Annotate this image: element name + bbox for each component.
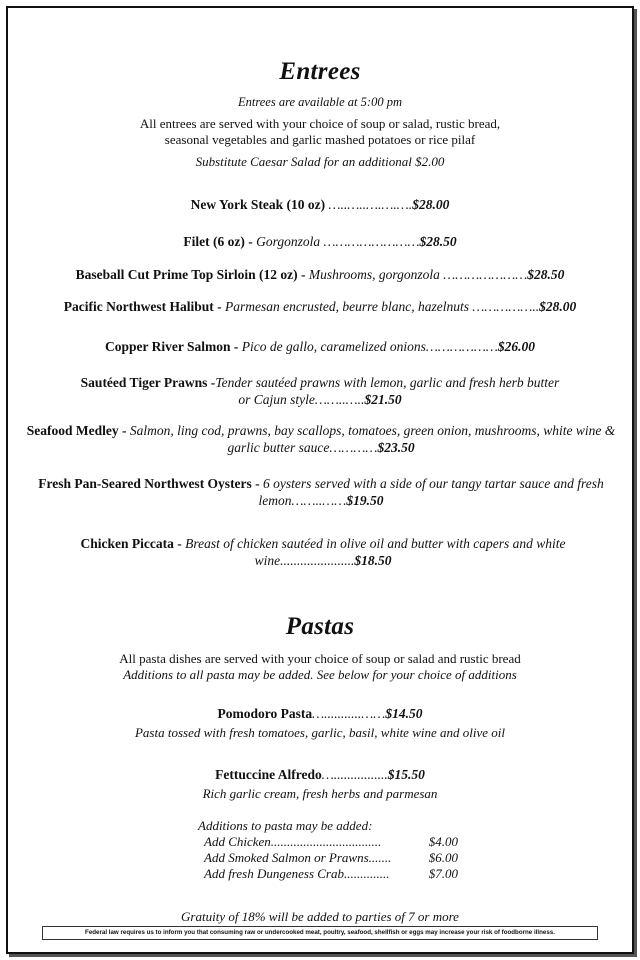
pasta-name: Fettuccine Alfredo	[215, 767, 322, 782]
entree-dots: ………………	[425, 339, 498, 354]
addition-dots: ..............	[344, 866, 390, 881]
entree-price: $28.50	[419, 234, 457, 249]
addition-row	[198, 850, 458, 866]
pasta-name: Pomodoro Pasta	[217, 706, 313, 721]
entree-item	[78, 374, 562, 408]
entree-item	[26, 422, 616, 456]
entree-price: $23.50	[377, 440, 415, 455]
entree-desc: Tender sautéed prawns with lemon, garlic and fresh herb butter or Cajun style	[215, 375, 560, 407]
pasta-item	[22, 766, 618, 783]
entree-item	[22, 266, 618, 283]
pastas-served-with: All pasta dishes are served with your choice of soup or salad and rustic bread	[119, 651, 521, 666]
entree-name: Seafood Medley -	[26, 423, 127, 438]
additions-title: Additions to pasta may be added:	[198, 818, 373, 833]
entree-name: Pacific Northwest Halibut -	[63, 299, 222, 314]
entree-item	[22, 298, 618, 315]
entrees-title: Entrees	[279, 58, 361, 85]
pasta-price: $15.50	[387, 767, 425, 782]
entree-name: Fresh Pan-Seared Northwest Oysters -	[38, 476, 260, 491]
entree-item	[22, 338, 618, 355]
entrees-served-with-line-1: All entrees are served with your choice of soup or salad, rustic bread,	[139, 116, 501, 131]
entree-desc: Pico de gallo, caramelized onions	[238, 339, 426, 354]
entree-item	[22, 233, 618, 250]
addition-row	[198, 866, 458, 882]
entree-desc: Parmesan encrusted, beurre blanc, hazelnuts	[221, 299, 469, 314]
entree-desc: Gorgonzola	[252, 234, 321, 249]
entree-dots: ……………..	[468, 299, 540, 314]
pastas-additions-note: Additions to all pasta may be added. See below for your choice of additions	[123, 667, 517, 682]
entree-price: $19.50	[346, 493, 384, 508]
pasta-desc: Pasta tossed with fresh tomatoes, garlic, basil, white wine and olive oil	[134, 725, 505, 740]
entree-desc: 6 oysters served with a side of our tangy tartar sauce and fresh lemon	[258, 476, 604, 508]
entree-item	[32, 475, 610, 509]
pasta-dots: …...........……	[312, 706, 386, 721]
entrees-availability: Entrees are available at 5:00 pm	[238, 95, 402, 109]
food-safety-notice: Federal law requires us to inform you that consuming raw or undercooked meat, poultry, seafood, shellfish or eggs may increase your risk of foodborne illness.	[42, 926, 598, 940]
pasta-additions	[198, 818, 458, 882]
entree-name: Sautéed Tiger Prawns -	[80, 375, 216, 390]
entree-dots: ......................	[280, 553, 355, 568]
entree-name: Chicken Piccata -	[80, 536, 182, 551]
entree-dots: …………	[329, 440, 378, 455]
addition-dots: ..................................	[270, 834, 382, 849]
entree-price: $28.00	[539, 299, 577, 314]
addition-label: Add fresh Dungeness Crab	[204, 866, 344, 881]
entree-desc: Mushrooms, gorgonzola	[305, 267, 440, 282]
entree-desc: Salmon, ling cod, prawns, bay scallops, tomatoes, green onion, mushrooms, white wine & garlic butter sauce	[126, 423, 616, 455]
entree-dots: ……………………	[320, 234, 420, 249]
entrees-served-with-line-2: seasonal vegetables and garlic mashed potatoes or rice pilaf	[164, 132, 476, 147]
pasta-desc: Rich garlic cream, fresh herbs and parmesan	[202, 786, 438, 801]
entree-price: $18.50	[354, 553, 392, 568]
entree-price: $28.00	[412, 197, 450, 212]
entree-dots: …………………	[439, 267, 528, 282]
pasta-dots: …................	[321, 767, 388, 782]
addition-price: $4.00	[428, 834, 458, 849]
addition-label: Add Smoked Salmon or Prawns	[204, 850, 369, 865]
entree-item	[22, 196, 618, 213]
entree-name: Baseball Cut Prime Top Sirloin (12 oz) -	[75, 267, 306, 282]
addition-price: $6.00	[428, 850, 458, 865]
entree-name: Filet (6 oz) -	[183, 234, 253, 249]
pastas-title: Pastas	[285, 613, 355, 640]
pasta-item	[22, 705, 618, 722]
entrees-substitute-note: Substitute Caesar Salad for an additional $2.00	[195, 154, 445, 169]
gratuity-note: Gratuity of 18% will be added to parties of 7 or more	[181, 909, 459, 924]
entree-item	[78, 535, 568, 569]
addition-dots: .......	[368, 850, 392, 865]
entree-price: $26.00	[497, 339, 536, 354]
addition-row	[198, 834, 458, 850]
entree-dots: …..…..….….….	[325, 197, 413, 212]
entree-desc: Breast of chicken sautéed in olive oil and butter with capers and white wine	[181, 536, 566, 568]
pasta-price: $14.50	[385, 706, 423, 721]
entree-price: $28.50	[527, 267, 565, 282]
entree-name: New York Steak (10 oz)	[190, 197, 326, 212]
addition-price: $7.00	[428, 866, 458, 881]
menu-page	[6, 6, 634, 954]
addition-label: Add Chicken	[204, 834, 271, 849]
entree-price: $21.50	[364, 392, 402, 407]
entree-dots: ……..…..	[314, 392, 365, 407]
entree-dots: ……..……	[291, 493, 347, 508]
entree-name: Copper River Salmon -	[104, 339, 239, 354]
